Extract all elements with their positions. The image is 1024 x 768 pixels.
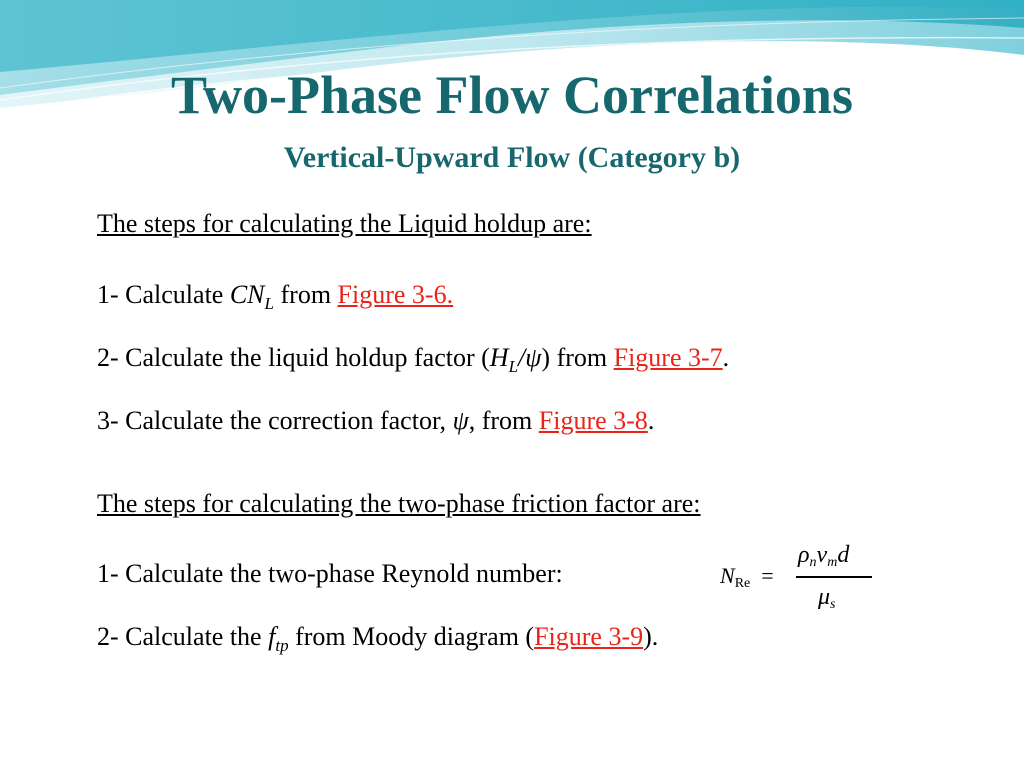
variable-f: f — [268, 622, 276, 651]
figure-3-9-link[interactable]: Figure 3-9 — [534, 622, 644, 651]
diameter-symbol: d — [837, 542, 850, 568]
formula-lhs — [720, 563, 774, 589]
mu-symbol: μ — [818, 584, 831, 610]
subscript-re: Re — [734, 576, 751, 591]
holdup-step-1 — [97, 279, 453, 311]
fraction-bar — [796, 576, 872, 578]
variable-subscript: tp — [275, 636, 289, 655]
formula-denominator — [818, 584, 836, 611]
equals-sign: = — [761, 563, 774, 588]
holdup-steps-heading: The steps for calculating the Liquid holdup are: — [97, 209, 592, 238]
psi-symbol: ψ — [452, 406, 469, 435]
figure-3-7-link[interactable]: Figure 3-7 — [613, 343, 723, 372]
variable-cn: CN — [229, 280, 265, 309]
velocity-subscript: m — [827, 555, 838, 570]
friction-step-1: 1- Calculate the two-phase Reynold number: — [97, 559, 563, 588]
variable-n: N — [720, 563, 735, 588]
step-text: from Moody diagram ( — [288, 622, 535, 651]
holdup-step-2 — [97, 342, 729, 374]
step-text: . — [647, 406, 655, 435]
step-text: ) from — [541, 343, 614, 372]
holdup-step-3 — [97, 405, 654, 437]
velocity-symbol: v — [816, 542, 828, 568]
reynolds-number-formula — [718, 540, 878, 620]
step-text: , from — [468, 406, 539, 435]
rho-symbol: ρ — [798, 542, 810, 568]
variable-subscript: L — [508, 357, 519, 376]
friction-step-2 — [97, 621, 658, 653]
step-text: 2- Calculate the — [97, 622, 269, 651]
figure-3-6-link[interactable]: Figure 3-6. — [337, 280, 454, 309]
mu-subscript: s — [830, 597, 836, 612]
step-text: ). — [643, 622, 659, 651]
variable-subscript: L — [264, 294, 274, 313]
step-text: 3- Calculate the correction factor, — [97, 406, 453, 435]
rho-subscript: n — [809, 555, 817, 570]
step-text: from — [274, 280, 338, 309]
step-text: . — [722, 343, 730, 372]
step-text: 2- Calculate the liquid holdup factor ( — [97, 343, 490, 372]
slide-title: Two-Phase Flow Correlations — [171, 65, 853, 125]
slide-subtitle: Vertical-Upward Flow (Category b) — [283, 141, 741, 174]
figure-3-8-link[interactable]: Figure 3-8 — [538, 406, 648, 435]
formula-numerator — [798, 542, 849, 569]
step-text: 1- Calculate — [97, 280, 230, 309]
psi-symbol: ψ — [525, 343, 542, 372]
variable-h: H — [489, 343, 509, 372]
friction-steps-heading: The steps for calculating the two-phase friction factor are: — [97, 489, 701, 518]
slash-symbol: / — [518, 343, 526, 372]
